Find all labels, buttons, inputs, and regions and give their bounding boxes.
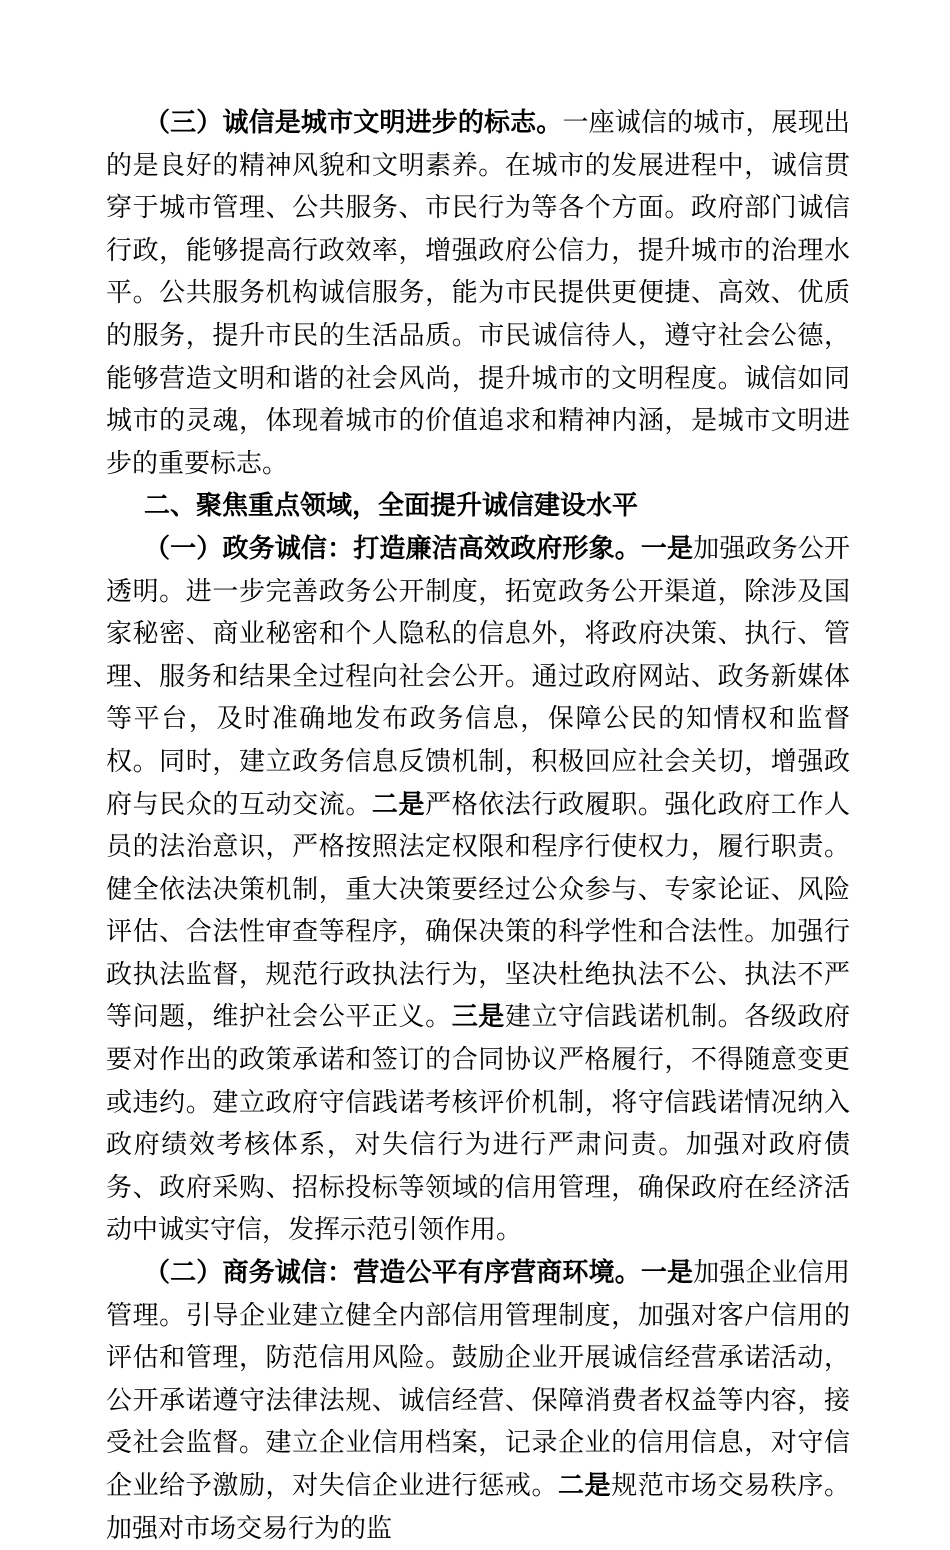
- point-text: 加强政务公开透明。进一步完善政务公开制度，拓宽政务公开渠道，除涉及国家秘密、商业秘密和个人隐私的信息外，将政府决策、执行、管理、服务和结果全过程向社会公开。通过政府网站、政务新媒体等平台，及时准确地发布政务信息，保障公民的知情权和监督权。同时，建立政务信息反馈机制，积极回应社会关切，增强政府与民众的互动交流。: [106, 533, 850, 820]
- paragraph-lead: （二）商务诚信：营造公平有序营商环境。: [144, 1258, 641, 1289]
- point-text: 建立守信践诺机制。各级政府要对作出的政策承诺和签订的合同协议严格履行，不得随意变更或违约。建立政府守信践诺考核评价机制，将守信践诺情况纳入政府绩效考核体系，对失信行为进行严肃问责。加强对政府债务、政府采购、招标投标等领域的信用管理，确保政府在经济活动中诚实守信，发挥示范引领作用。: [106, 1002, 850, 1246]
- point-text: 严格依法行政履职。强化政府工作人员的法治意识，严格按照法定权限和程序行使权力，履行职责。健全依法决策机制，重大决策要经过公众参与、专家论证、风险评估、合法性审查等程序，确保决策的科学性和合法性。加强行政执法监督，规范行政执法行为，坚决杜绝执法不公、执法不严等问题，维护社会公平正义。: [106, 789, 850, 1033]
- point-marker: 二是: [371, 789, 426, 820]
- point-text: 规范市场交易秩序。加强对市场交易行为的监: [106, 1471, 850, 1544]
- document-page: [106, 102, 850, 1550]
- section-heading: 二、聚焦重点领域，全面提升诚信建设水平: [144, 491, 639, 522]
- point-text: 加强企业信用管理。引导企业建立健全内部信用管理制度，加强对客户信用的评估和管理，防范信用风险。鼓励企业开展诚信经营承诺活动，公开承诺遵守法律法规、诚信经营、保障消费者权益等内容，接受社会监督。建立企业信用档案，记录企业的信用信息，对守信企业给予激励，对失信企业进行惩戒。: [106, 1258, 850, 1501]
- paragraph-government-credibility: [106, 528, 850, 1252]
- paragraph-business-credibility: [106, 1252, 850, 1550]
- paragraph-civic-credibility: [106, 102, 850, 485]
- point-marker: 一是: [640, 533, 694, 564]
- paragraph-lead: （一）政务诚信：打造廉洁高效政府形象。: [144, 533, 641, 564]
- point-marker: 二是: [558, 1471, 612, 1501]
- paragraph-lead: （三）诚信是城市文明进步的标志。: [144, 108, 563, 138]
- point-marker: 三是: [451, 1002, 505, 1033]
- point-marker: 一是: [640, 1258, 694, 1289]
- paragraph-body: 一座诚信的城市，展现出的是良好的精神风貌和文明素养。在城市的发展进程中，诚信贯穿于城市管理、公共服务、市民行为等各个方面。政府部门诚信行政，能够提高行政效率，增强政府公信力，提升城市的治理水平。公共服务机构诚信服务，能为市民提供更便捷、高效、优质的服务，提升市民的生活品质。市民诚信待人，遵守社会公德，能够营造文明和谐的社会风尚，提升城市的文明程度。诚信如同城市的灵魂，体现着城市的价值追求和精神内涵，是城市文明进步的重要标志。: [106, 108, 850, 479]
